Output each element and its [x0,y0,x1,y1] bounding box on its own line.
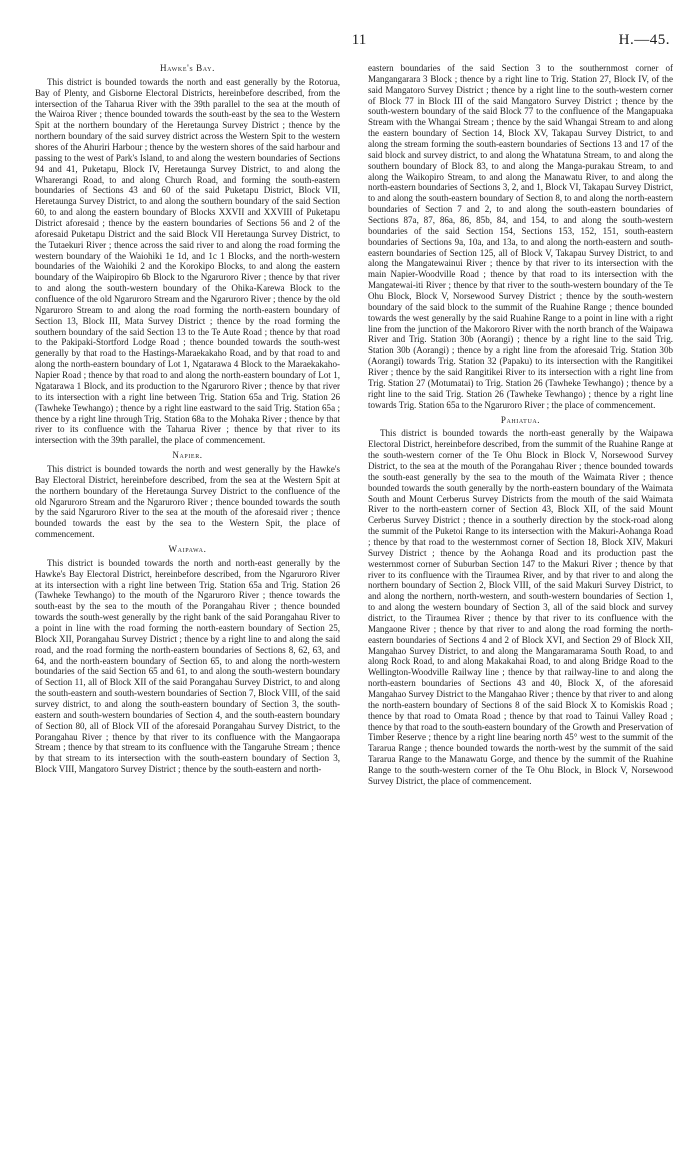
hawkes-bay-heading: Hawke's Bay. [160,63,215,73]
pahiatua-heading: Pahiatua. [500,414,541,425]
left-column [35,63,340,775]
page-number: 11 [351,32,367,48]
paper-reference: H.—45. [618,32,670,48]
waipawa-description: This district is bounded towards the north and north-east generally by the Hawke's Bay Electoral District, hereinbefore described, from the Ngaruroro River at its intersection with a right line between Trig. Station 65a and Trig. Station 26 (Tawheke Tewhango) to the mouth of the Ngaruroro River ; thence towards the south-east by the sea to the mouth of the Porangahau River ; thence bounded towards the south-west generally by the right bank of the said Porangahau River to a point in line with the road forming the north-eastern boundary of Section 25, Block XII, Porangahau Survey District ; thence by a right line to and along the said road, and the road forming the north-eastern boundaries of Sections 8, 62, 63, and 64, and the north-eastern boundary of Section 65, to and along the north-western boundaries of the said Section 65 and 61, to and along the south-western boundary of Section 11, all of Block XII of the said Porangahau Survey District, to and along the south-eastern and south-western boundaries of Section 7, Block VIII, of the said survey district, to and along the south-eastern boundary of Section 3, the south-eastern and south-western boundaries of Section 4, and the south-eastern boundary of Section 80, all of Block VII of the aforesaid Porangahau Survey District, to the Porangahau River ; thence by that river to its confluence with the Mangaorapa Stream ; thence by that stream to its confluence with the Tangaruhe Stream ; thence by that stream to its intersection with the south-eastern boundary of Section 3, Block VIII, Mangatoro Survey District ; thence by the south-eastern and north- [35,557,340,775]
napier-description: This district is bounded towards the north and west generally by the Hawke's Bay Electoral District, hereinbefore described, from the sea at the Western Spit at the northern boundary of the Heretaunga Survey District to the confluence of the old Ngaruroro Stream and the Ngaruroro River ; thence bounded towards the south by the said Ngaruroro River to the sea at the mouth of the aforesaid river ; thence bounded towards the east by the sea to the Western Spit, the place of commencement. [35,463,340,540]
napier-heading: Napier. [172,450,203,461]
waipawa-heading: Waipawa. [168,543,207,554]
right-column [368,63,673,787]
pahiatua-description: This district is bounded towards the north-east generally by the Waipawa Electoral District, hereinbefore described, from the summit of the Ruahine Range at the south-western corner of the Te Ohu Block in Block V, Norsewood Survey District, to the sea at the mouth of the Porangahau River ; thence bounded towards the south-east generally by the sea to the mouth of the Waimata River ; thence bounded towards the south generally by the north-eastern boundary of the Waimata South and Mount Cerberus Survey Districts from the mouth of the said Waimata River to the north-eastern corner of Section 43, Block XII, of the said Mount Cerberus Survey District ; thence in a southerly direction by the stock-road along the summit of the Puketoi Range to its intersection with the Makuri-Aohanga Road ; thence by that road to the westernmost corner of Section 18, Block XIV, Makuri Survey District ; thence by the Aohanga Road and its production past the westernmost corner of Suburban Section 147 to the Makuri River ; thence by that river to its confluence with the Tiraumea River, and by that river to and along the northern boundary of Section 2, Block VIII, of the said Makuri Survey District, to and along the northern, north-western, and south-western boundaries of Section 1, to and along the western boundary of Section 3, all of the said block and survey district, to the Tiraumea River ; thence by that river to its confluence with the Mangaone River ; thence by that river to and along the road forming the north-eastern boundaries of Sections 4 and 2 of Block XVI, and Section 29 of Block XII, Mangahao Survey District, to and along the Mangaramarama South Road, to and along Rock Road, to and along Makakahai Road, to and along Bridge Road to the Wellington-Woodville Railway line ; thence by that railway-line to and along the north-eastern boundaries of Sections 43 and 40, Block X, of the aforesaid Mangahao Survey District to the Mangahao River ; thence by that river to and along the north-eastern boundary of Sections 8 of the said Block X to Komiskis Road ; thence by that road to Omata Road ; thence by that road to Tainui Valley Road ; thence by that road to the south-eastern boundary of the Growth and Preservation of Timber Reserve ; thence by a right line bearing north 45° west to the summit of the Tararua Range ; thence bounded towards the north-west by the summit of the said Tararua Range to the Manawatu Gorge, and thence by the summit of the Ruahine Range to the south-western corner of the Te Ohu Block, in Block V, Norsewood Survey District, the place of commencement. [368,428,673,786]
hawkes-bay-description: This district is bounded towards the north and east generally by the Rotorua, Bay of Plenty, and Gisborne Electoral Districts, hereinbefore described, from the intersection of the Taharua River with the 39th parallel to the sea at the mouth of the Wairoa River ; thence bounded towards the south-east by the sea to the Western Spit at the northern boundary of the Heretaunga Survey District ; thence by the northern boundary of the said survey district across the Western Spit to the western shores of the Ahuriri Harbour ; thence by the western shores of the said harbour and passing to the west of Park's Island, to and along the western boundaries of Sections 94 and 41, Puketapu, Block IV, Heretaunga Survey District, to and along the Wharerangi Road, to and along Church Road, and forming the south-eastern boundaries of Sections 43 and 60 of the said Puketapu District, Block VII, Heretaunga Survey District, to and along the southern boundary of the said Section 60, to and along the eastern boundary of Blocks XXVII and XXVIII of Puketapu District aforesaid ; thence by the eastern boundaries of Sections 56 and 2 of the aforesaid Puketapu District and the said Block VII Heretaunga Survey District, to the Tutaekuri River ; thence across the said river to and along the road forming the western boundary of the Waiohiki 1e 1d, and 1c 1 Blocks, and the north-western boundaries of the Waiohiki 2 and the Korokipo Blocks, to and along the eastern boundary of the Waipiropiro 6b Block to the Ngaruroro River ; thence by that river to and along the south-western boundary of the Ohika-Karewa Block to the confluence of the old Ngaruroro Stream and the Ngaruroro River ; thence by the old Ngaruroro Stream to and along the road forming the north-eastern boundary of Section 13, Block III, Mata Survey District ; thence by the road forming the southern boundary of the said Section 13 to the Te Aute Road ; thence by that road to the Pakipaki-Stortford Lodge Road ; thence bounded towards the south-west generally by that road to the Hastings-Maraekakaho Road, and by that road to and along the north-eastern boundary of Lot 1, Ngatarawa 4 Block to the Maraekakaho-Napier Road ; thence by that road to and along the north-eastern boundary of Lot 1, Ngatarawa 1 Block, and its production to the Ngaruroro River ; thence by that river to its intersection with a right line between Trig. Station 65a and Trig. Station 26 (Tawheke Tewhango) ; thence by a right line eastward to the said Trig. Station 65a ; thence by a right line through Trig. Station 68a to the Mohaka River ; thence by that river to its confluence with the Taharua River ; thence by that river to its intersection with the 39th parallel, the place of commencement. [35,76,340,446]
waipawa-description-continued: eastern boundaries of the said Section 3 to the southernmost corner of Mangangarara 3 Block ; thence by a right line to Trig. Station 27, Block IV, of the said Mangatoro Survey District ; thence by a right line to the south-western corner of Block 77 in Block III of the said Mangatoro Survey District ; thence by the south-western boundary of the said Block 77 to the confluence of the Mangapuaka Stream with the Whangai Stream ; thence by the said Whangai Stream to and along the eastern boundary of Section 14, Block XV, Takapau Survey District, to and along the stream forming the south-eastern boundaries of Sections 13 and 17 of the said block and survey district, to and along the Whatatuna Stream, to and along the southern boundary of Block 83, to and along the Manga-purakau Stream, to and along the Waikopiro Stream, to and along the Manawatu River, to and along the north-eastern boundaries of Sections 3, 2, and 1, Block VI, Takapau Survey District, to and along the south-eastern boundary of Section 8, to and along the north-eastern boundaries of Section 7 and 2, to and along the south-eastern boundaries of Sections 87a, 87, 86a, 86, 85b, 84, and 154, to and along the south-western boundaries of the said Section 154, Sections 153, 152, 151, south-eastern boundaries of Sections 9a, 10a, and 13a, to and along the north-eastern and south-eastern boundaries of Section 125, all of Block V, Takapau Survey District, to and along the Mangatewainui River ; thence by that river to its intersection with the main Napier-Woodville Road ; thence by that road to its intersection with the Mangatewai-iti River ; thence by that river to the south-western boundary of the Te Ohu Block, Block V, Norsewood Survey District ; thence by the south-western boundary of the said block to the summit of the Ruahine Range ; thence bounded towards the west generally by the said Ruahine Range to a point in line with a right line from the junction of the Makororo River with the north branch of the Waipawa River and Trig. Station 30b (Aorangi) ; thence by a right line to the said Trig. Station 30b (Aorangi) ; thence by a right line from the aforesaid Trig. Station 30b (Aorangi) towards Trig. Station 32 (Papaku) to its intersection with the Rangitikei River ; thence by the said Rangitikei River to its intersection with a right line from Trig. Station 27 (Motumatai) to Trig. Station 26 (Tawheke Tewhango) ; thence by a right line to the said Trig. Station 26 (Tawheke Tewhango) ; thence by a right line towards Trig. Station 65a to the Ngaruroro River ; the place of commencement. [368,63,673,410]
